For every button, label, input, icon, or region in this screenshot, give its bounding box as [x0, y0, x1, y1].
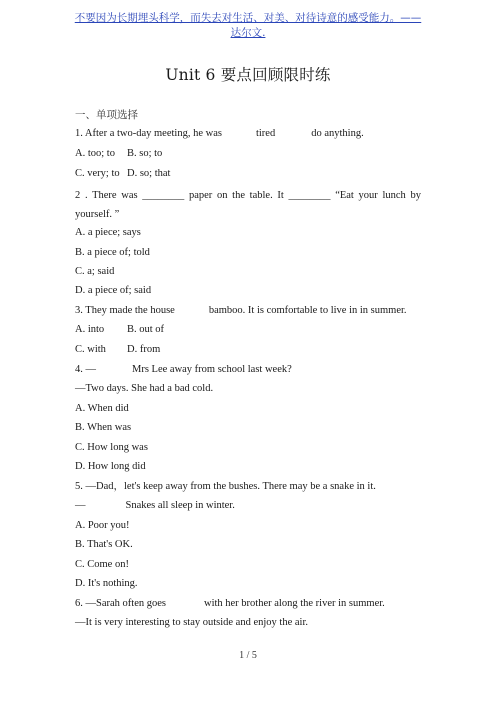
option-c: C. with [75, 344, 106, 355]
option-d: D. a piece of; said [75, 285, 152, 296]
question-text: with her brother along the river in summer. [203, 598, 385, 609]
question-text: 4. — [75, 364, 96, 375]
answer-line [75, 499, 235, 513]
question-text: bamboo. It is comfortable to live in in summer. [208, 305, 407, 316]
option-b: B. out of [127, 324, 165, 335]
option-b: B. When was [75, 422, 132, 433]
option-d: D. so; that [127, 168, 171, 179]
option-row [75, 323, 165, 337]
option-row [75, 147, 163, 161]
option-b: B. so; to [127, 148, 163, 159]
page-title: Unit 6 要点回顾限时练 [165, 66, 331, 84]
option-b: B. That's OK. [75, 539, 133, 550]
option-a: A. a piece; says [75, 227, 141, 238]
question-text: 3. They made the house [75, 305, 175, 316]
question-4 [75, 363, 292, 377]
answer-line: —It is very interesting to stay outside and enjoy the air. [75, 617, 308, 628]
option-c: C. How long was [75, 442, 148, 453]
option-d: D. from [127, 344, 161, 355]
option-c: C. Come on! [75, 559, 129, 570]
page-number: 1 / 5 [239, 650, 257, 661]
option-d: D. It's nothing. [75, 578, 138, 589]
question-text: Mrs Lee away from school last week? [132, 364, 292, 375]
question-6 [75, 597, 385, 611]
question-3 [75, 304, 407, 318]
question-text: 1. After a two-day meeting, he was [75, 128, 222, 139]
section-heading: 一、单项选择 [75, 109, 138, 121]
option-a: A. too; to [75, 148, 115, 159]
option-a: A. Poor you! [75, 520, 130, 531]
option-c: C. a; said [75, 266, 115, 277]
question-5: 5. —Dad，let's keep away from the bushes. There may be a snake in it. [75, 481, 376, 492]
question-2: 2 . There was ________ paper on the table. It ________ “Eat your lunch by yourself. ” [75, 190, 421, 220]
option-d: D. How long did [75, 461, 146, 472]
question-text: tired [255, 128, 276, 139]
header-quote: 不要因为长期埋头科学，而失去对生活、对美、对待诗意的感受能力。——达尔文. [74, 12, 422, 39]
question-text: 6. —Sarah often goes [75, 598, 166, 609]
question-1 [75, 127, 364, 141]
option-a: A. When did [75, 403, 129, 414]
question-text: — [75, 500, 86, 511]
question-text: do anything. [311, 128, 364, 139]
option-row [75, 343, 161, 357]
option-a: A. into [75, 324, 105, 335]
option-b: B. a piece of; told [75, 247, 150, 258]
answer-line: —Two days. She had a bad cold. [75, 383, 214, 394]
question-text: Snakes all sleep in winter. [125, 500, 235, 511]
option-c: C. very; to [75, 168, 120, 179]
option-row [75, 167, 171, 181]
